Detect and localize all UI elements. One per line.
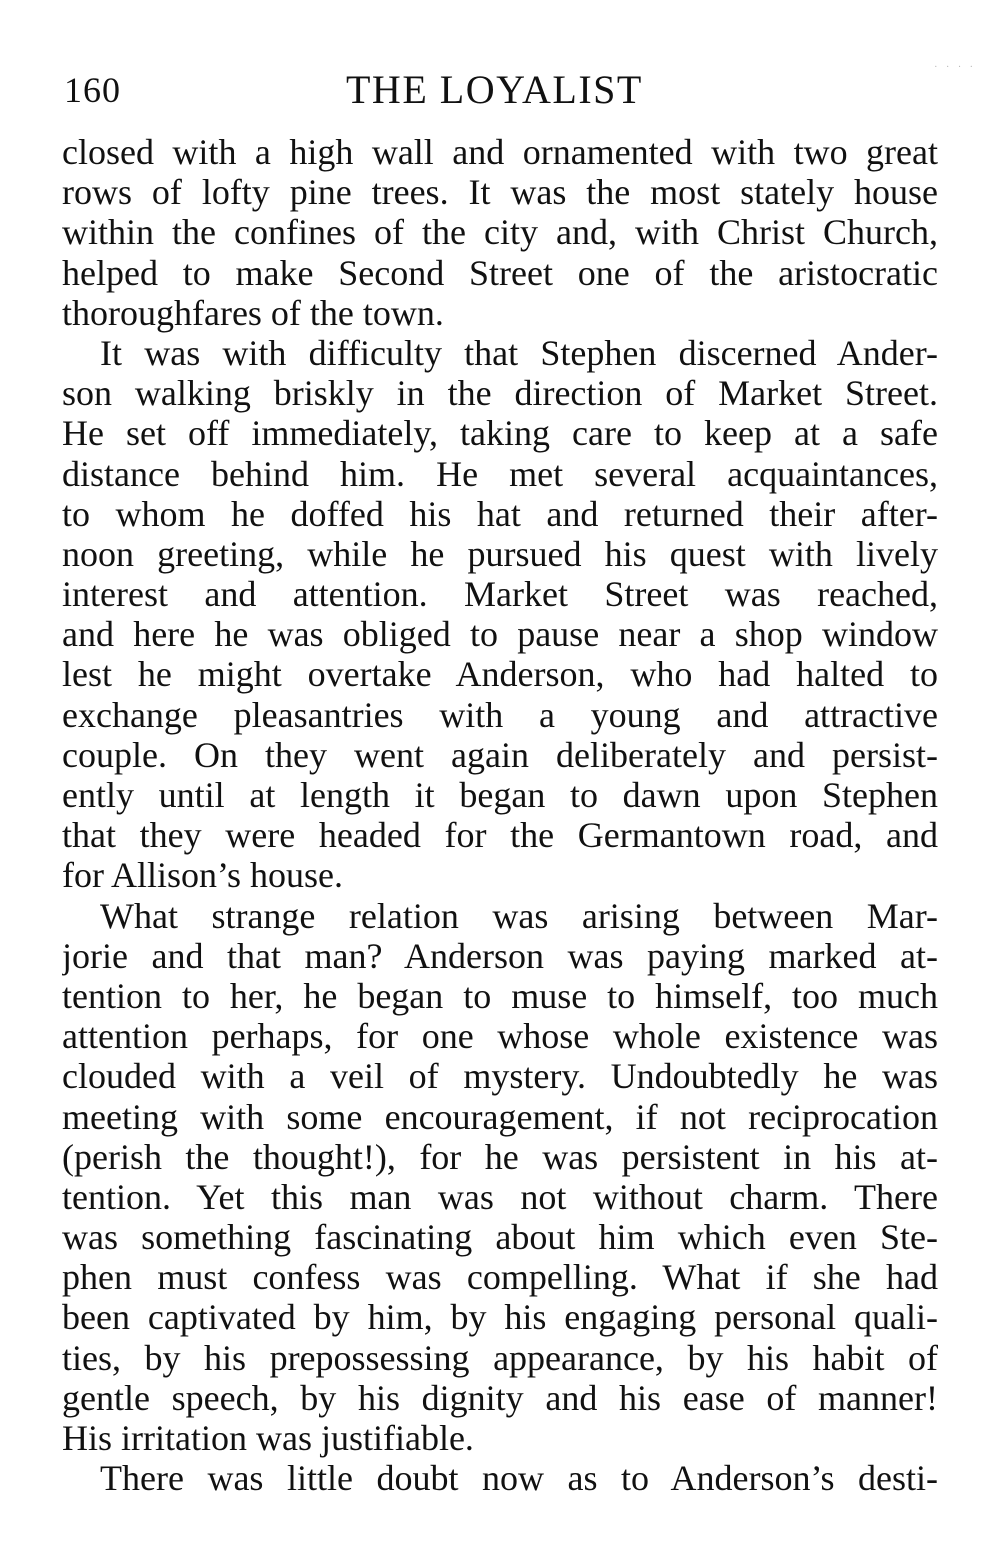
text-line: thoroughfares of the town. [62,292,444,333]
text-line: helped to make Second Street one of the aristocratic [62,252,938,293]
text-line: noon greeting, while he pursued his quest with lively [62,533,938,574]
text-line: been captivated by him, by his engaging personal quali- [62,1297,938,1338]
text-line: to whom he doffed his hat and returned their after- [62,493,938,534]
text-line: within the confines of the city and, with Christ Church, [62,212,938,253]
text-line: and here he was obliged to pause near a shop window [62,614,938,655]
paragraph-start-line: There was little doubt now as to Anderson’s desti- [100,1458,938,1499]
running-head [64,68,940,112]
text-line: phen must confess was compelling. What if she had [62,1257,938,1298]
text-line: meeting with some encouragement, if not reciprocation [62,1096,938,1137]
text-line: ties, by his prepossessing appearance, by his habit of [62,1337,938,1378]
text-line: that they were headed for the Germantown road, and [62,815,938,856]
text-line: rows of lofty pine trees. It was the most stately house [62,172,938,213]
scan-marks: · · · · [934,62,976,73]
text-line: tention to her, he began to muse to himself, too much [62,975,938,1016]
text-line: was something fascinating about him which even Ste- [62,1217,938,1258]
text-line: distance behind him. He met several acquaintances, [62,453,938,494]
text-line: gentle speech, by his dignity and his ease of manner! [62,1377,938,1418]
text-line: son walking briskly in the direction of Market Street. [62,373,938,414]
running-title: THE LOYALIST [346,67,643,112]
text-line: ently until at length it began to dawn upon Stephen [62,775,938,815]
text-line: tention. Yet this man was not without charm. There [62,1176,938,1217]
body-text [62,132,938,1498]
text-line: for Allison’s house. [62,855,344,896]
text-line: clouded with a veil of mystery. Undoubtedly he was [62,1056,938,1097]
text-line: interest and attention. Market Street was reached, [62,574,938,615]
text-line: attention perhaps, for one whose whole existence was [62,1016,938,1057]
text-line: His irritation was justifiable. [62,1418,474,1458]
text-line: lest he might overtake Anderson, who had halted to [62,654,938,695]
text-line: jorie and that man? Anderson was paying marked at- [62,935,938,976]
text-line: (perish the thought!), for he was persistent in his at- [62,1136,938,1177]
text-line: couple. On they went again deliberately and persist- [62,734,938,775]
page-number: 160 [64,70,121,110]
text-line: exchange pleasantries with a young and attractive [62,694,938,735]
text-line: He set off immediately, taking care to keep at a safe [62,413,938,454]
paragraph-start-line: What strange relation was arising between Mar- [100,895,938,936]
text-line: closed with a high wall and ornamented with two great [62,132,938,172]
paragraph-start-line: It was with difficulty that Stephen discerned Ander- [100,332,938,373]
